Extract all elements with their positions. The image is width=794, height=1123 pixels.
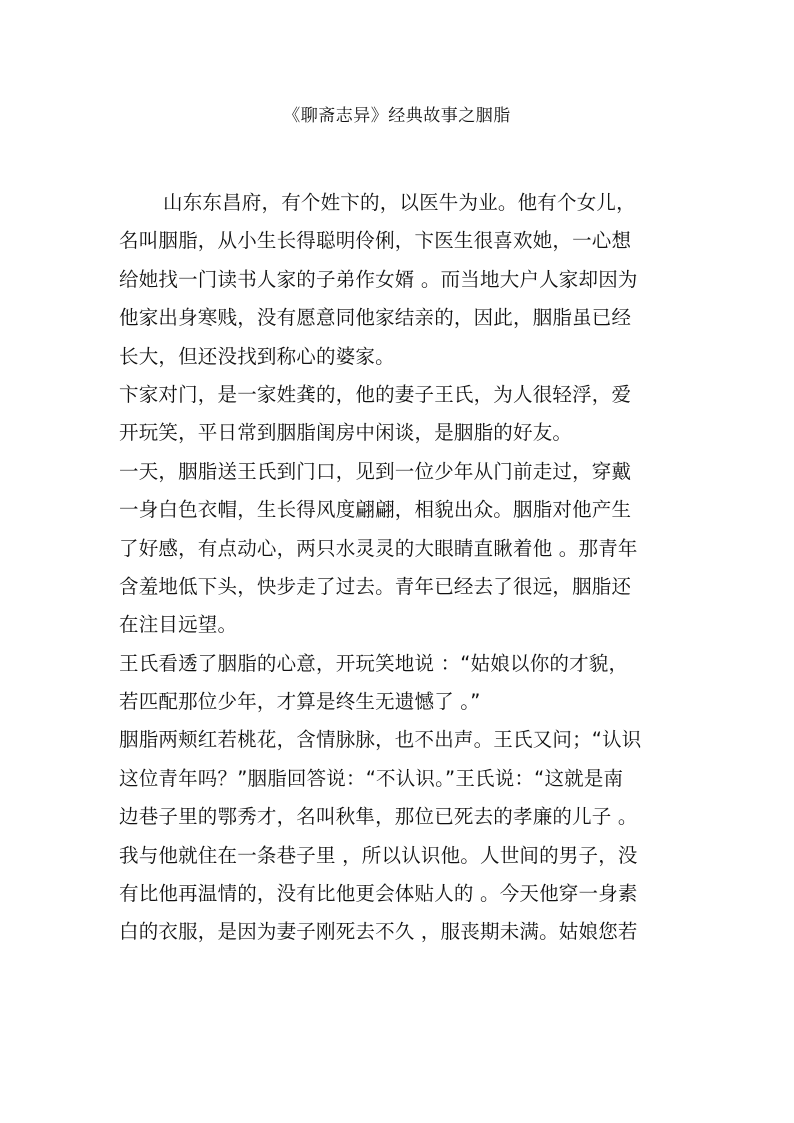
text-line: 开玩笑，平日常到胭脂闺房中闲谈，是胭脂的好友。 (119, 421, 573, 445)
text-line: 长大，但还没找到称心的婆家。 (119, 344, 395, 368)
text-line: 在注目远望。 (119, 613, 238, 637)
document-title: 《聊斋志异》经典故事之胭脂 (283, 106, 511, 126)
text-line: 这位青年吗？”胭脂回答说：“不认识。”王氏说：“这就是南 (119, 766, 624, 790)
text-line: 若匹配那位少年，才算是终生无遗憾了 。” (119, 690, 481, 714)
text-line: 王氏看透了胭脂的心意，开玩笑地说 ：“姑娘以你的才貌， (119, 651, 629, 675)
text-line: 了好感，有点动心，两只水灵灵的大眼睛直瞅着他 。那青年 (119, 536, 638, 560)
text-line: 白的衣服，是因为妻子刚死去不久 ，服丧期未满。姑娘您若 (119, 920, 638, 944)
text-line: 边巷子里的鄂秀才，名叫秋隼，那位已死去的孝廉的儿子 。 (119, 805, 638, 829)
text-line: 给她找一门读书人家的子弟作女婿 。而当地大户人家却因为 (119, 267, 638, 291)
document-body (119, 184, 679, 952)
text-line: 有比他再温情的，没有比他更会体贴人的 。今天他穿一身素 (119, 882, 638, 906)
text-line: 胭脂两颊红若桃花，含情脉脉，也不出声。王氏又问；“认识 (119, 728, 642, 752)
text-line: 卞家对门，是一家姓龚的，他的妻子王氏，为人很轻浮，爱 (119, 382, 632, 406)
text-line: 我与他就住在一条巷子里 ，所以认识他。人世间的男子，没 (119, 843, 638, 867)
text-line: 一身白色衣帽，生长得风度翩翩，相貌出众。胭脂对他产生 (119, 498, 632, 522)
text-line: 他家出身寒贱，没有愿意同他家结亲的，因此，胭脂虽已经 (119, 306, 632, 330)
text-line: 含羞地低下头，快步走了过去。青年已经去了很远，胭脂还 (119, 574, 632, 598)
text-line: 名叫胭脂，从小生长得聪明伶俐，卞医生很喜欢她，一心想 (119, 229, 632, 253)
text-line: 山东东昌府，有个姓卞的，以医牛为业。他有个女儿， (163, 191, 636, 214)
text-line: 一天，胭脂送王氏到门口，见到一位少年从门前走过，穿戴 (119, 459, 632, 483)
